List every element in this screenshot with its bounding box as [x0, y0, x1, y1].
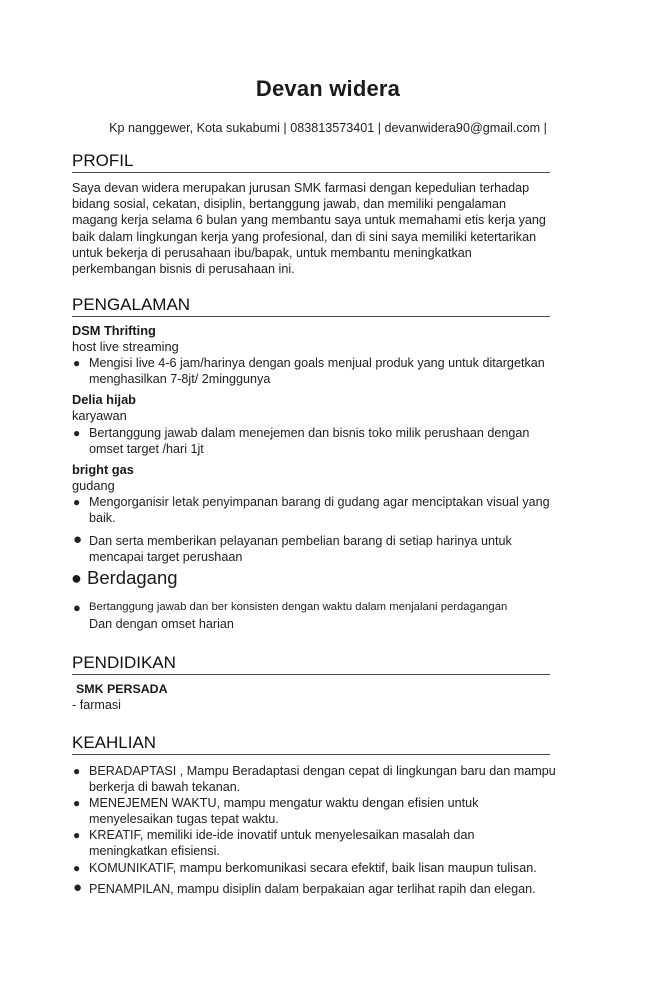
education-school: SMK PERSADA: [76, 682, 168, 696]
bullet-dot-icon: ●: [73, 828, 81, 842]
skill-item: [73, 881, 583, 897]
skill-item: [73, 827, 583, 860]
extra-follow-line: Dan dengan omset harian: [89, 617, 234, 631]
job-role: gudang: [72, 478, 115, 493]
bullet-line: omset target /hari 1jt: [89, 442, 204, 457]
bullet-dot-icon: ●: [73, 356, 81, 370]
skill-item: [73, 860, 583, 876]
bullet-line: mencapai target perushaan: [89, 550, 243, 565]
resume-name: Devan widera: [255, 76, 401, 101]
skill-line: KREATIF, memiliki ide-ide inovatif untuk menyelesaikan masalah dan: [89, 828, 475, 842]
job-bullet: [73, 494, 583, 527]
bullet-line: Dan serta memberikan pelayanan pembelian barang di setiap harinya untuk: [89, 534, 512, 548]
skill-line: BERADAPTASI , Mampu Beradaptasi dengan cepat di lingkungan baru dan mampu: [89, 764, 556, 778]
section-title-pendidikan: PENDIDIKAN: [72, 652, 550, 675]
extra-bullet-text: Bertanggung jawab dan ber konsisten dengan waktu dalam menjalani perdagangan: [89, 601, 508, 613]
profil-paragraph: [72, 180, 572, 277]
profil-line: perkembangan bisnis di perusahaan ini.: [72, 262, 295, 277]
skill-line: meningkatkan efisiensi.: [89, 844, 220, 859]
job-role: karyawan: [72, 408, 127, 423]
bullet-dot-icon: ●: [73, 531, 83, 548]
bullet-line: Mengisi live 4-6 jam/harinya dengan goals menjual produk yang untuk ditargetkan: [89, 356, 545, 370]
section-title-keahlian: KEAHLIAN: [72, 732, 550, 755]
bullet-dot-icon: ●: [73, 861, 81, 875]
bullet-line: Bertanggung jawab dalam menejemen dan bisnis toko milik perushaan dengan: [89, 426, 530, 440]
bullet-dot-icon: ●: [73, 495, 81, 509]
extra-heading: [71, 567, 178, 589]
bullet-dot-icon: ●: [73, 879, 83, 896]
bullet-dot-icon: ●: [73, 764, 81, 778]
job-company: DSM Thrifting: [72, 323, 156, 338]
profil-line: magang kerja selama 6 bulan yang membantu saya untuk memahami etis kerja yang: [72, 213, 546, 228]
job-bullet: [73, 425, 583, 458]
skill-line: PENAMPILAN, mampu disiplin dalam berpakaian agar terlihat rapih dan elegan.: [89, 882, 536, 896]
extra-bullet: [73, 601, 573, 613]
bullet-line: Mengorganisir letak penyimpanan barang di gudang agar menciptakan visual yang: [89, 495, 550, 509]
profil-line: Saya devan widera merupakan jurusan SMK farmasi dengan kepedulian terhadap: [72, 181, 530, 195]
skill-line: berkerja di bawah tekanan.: [89, 780, 241, 795]
section-title-profil: PROFIL: [72, 150, 550, 173]
education-major: - farmasi: [72, 698, 121, 712]
skill-item: [73, 763, 583, 796]
bullet-line: menghasilkan 7-8jt/ 2minggunya: [89, 372, 271, 387]
extra-heading-text: Berdagang: [87, 567, 178, 588]
profil-line: bidang sosial, cekatan, disiplin, bertanggung jawab, dan memiliki pengalaman: [72, 197, 507, 212]
profil-line: baik dalam lingkungan kerja yang profesional, dan di sini saya memiliki ketertarikan: [72, 229, 537, 244]
contact-line: Kp nanggewer, Kota sukabumi | 083813573401 | devanwidera90@gmail.com |: [109, 121, 547, 135]
bullet-line: baik.: [89, 511, 116, 526]
skill-line: MENEJEMEN WAKTU, mampu mengatur waktu dengan efisien untuk: [89, 796, 479, 810]
job-bullet: [73, 355, 583, 388]
job-company: bright gas: [72, 462, 134, 477]
bullet-dot-icon: ●: [73, 426, 81, 440]
job-role: host live streaming: [72, 339, 179, 354]
skill-line: KOMUNIKATIF, mampu berkomunikasi secara efektif, baik lisan maupun tulisan.: [89, 861, 537, 875]
profil-line: untuk bekerja di perusahaan ibu/bapak, untuk membantu meningkatkan: [72, 245, 472, 260]
skill-line: menyelesaikan tugas tepat waktu.: [89, 812, 279, 827]
job-bullet: [73, 533, 583, 566]
section-title-pengalaman: PENGALAMAN: [72, 294, 550, 317]
bullet-dot-icon: ●: [73, 796, 81, 810]
skill-item: [73, 795, 583, 828]
bullet-dot-icon: ●: [73, 600, 81, 615]
job-company: Delia hijab: [72, 392, 137, 407]
bullet-dot-icon: ●: [71, 568, 82, 588]
